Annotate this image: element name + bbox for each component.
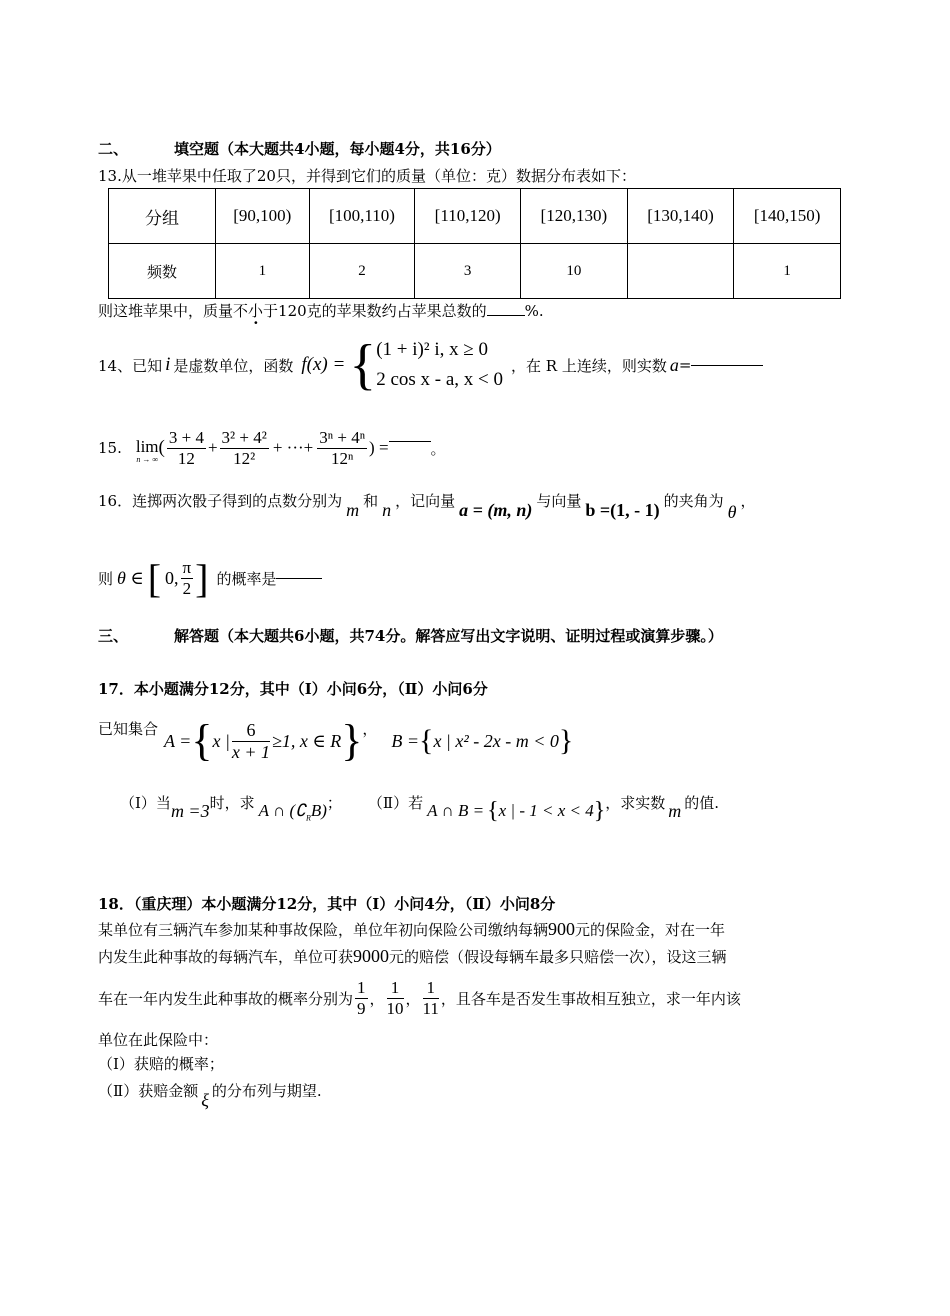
table-row <box>109 189 841 244</box>
q17-part2-expr: A ∩ B = <box>427 801 485 820</box>
table-cell: [90,100) <box>216 189 310 244</box>
q18-compensation: 9000 <box>353 946 390 966</box>
lim-label: lim <box>135 436 159 456</box>
prob-sep: ， <box>405 989 421 1008</box>
prob-1-num: 1 <box>357 977 366 997</box>
interval-close: ] <box>195 555 209 601</box>
q17-part2-m: m <box>668 801 682 821</box>
table-cell: 1 <box>734 244 841 299</box>
vector-b <box>585 500 659 520</box>
q14-fx: f(x) = <box>301 354 346 375</box>
q18-title: 18．（重庆理）本小题满分12分，其中（Ⅰ）小问4分，（Ⅱ）小问8分 <box>98 895 556 913</box>
q17-part1-end: ； <box>326 794 342 812</box>
prob-sep: ， <box>369 989 385 1008</box>
table-cell: [110,120) <box>415 189 521 244</box>
q17-title: 17．本小题满分12分，其中（Ⅰ）小问6分，（Ⅱ）小问6分 <box>98 680 488 698</box>
prob-2-num: 1 <box>387 978 404 999</box>
q16-and: 和 <box>363 492 379 510</box>
answer-blank <box>691 365 763 366</box>
section-2-title: 填空题（本大题共4小题，每小题4分，共16分） <box>174 140 501 158</box>
fraction-3 <box>317 428 367 468</box>
q18-item-2 <box>98 1080 322 1110</box>
q17-part1-expr-a: A ∩ (∁ <box>258 801 306 820</box>
q15 <box>98 420 446 476</box>
piecewise-brace: { <box>349 334 377 396</box>
pi-over-two <box>181 558 194 598</box>
q18-i2-a: （Ⅱ）获赔金额 <box>98 1082 199 1100</box>
prob-3-num: 1 <box>423 978 439 999</box>
q17-part1-cond: m =3 <box>170 801 210 821</box>
q18-line-4: 单位在此保险中： <box>98 1031 219 1049</box>
q17-sets <box>98 708 573 774</box>
q18-l3-a: 车在一年内发生此种事故的概率分别为 <box>98 989 354 1008</box>
section-2-heading <box>98 138 501 159</box>
case-2: 2 cos x - a, x < 0 <box>376 369 504 390</box>
answer-blank <box>276 578 322 579</box>
vector-a-text: a = (m, n) <box>459 500 533 520</box>
prob-fraction-1 <box>355 978 368 1018</box>
set-a-fraction <box>232 720 270 762</box>
section-3-heading <box>98 625 723 646</box>
q17-part1-sub: R <box>305 813 311 823</box>
q17-part2-label: （Ⅱ）若 <box>367 794 424 812</box>
set-a-brace-open: { <box>191 716 213 765</box>
q17-part1-label: （Ⅰ）当 <box>120 794 171 812</box>
q13-intro: 13.从一堆苹果中任取了20只，并得到它们的质量（单位：克）数据分布表如下： <box>98 167 636 185</box>
set-b-brace-open: { <box>419 724 434 757</box>
prob-fraction-2 <box>387 978 404 1018</box>
q16-theta-in: θ ∈ <box>117 567 144 588</box>
table-row <box>109 244 841 299</box>
q15-tail: ) = <box>369 438 389 457</box>
q18-l1-a: 某单位有三辆汽车参加某种事故保险，单位年初向保险公司缴纳每辆 <box>98 921 549 939</box>
q17-set-pre: 已知集合 <box>98 720 159 738</box>
q17-part2-mid: ，求实数 <box>605 794 666 812</box>
fraction-1-den: 12 <box>177 448 195 468</box>
piecewise-cases <box>376 335 503 395</box>
q18-xi: ξ <box>201 1090 209 1110</box>
fraction-2-num: 3² + 4² <box>221 427 267 447</box>
set-a-right: ≥1, x ∈ R <box>272 730 342 751</box>
prob-3-den: 11 <box>422 998 439 1018</box>
lim-sub: n → ∞ <box>136 454 159 464</box>
q18-premium: 900 <box>548 919 576 939</box>
q17-part2-brace-close: } <box>593 798 606 824</box>
table-header-group: 分组 <box>109 189 216 244</box>
q16-n: n <box>382 500 392 520</box>
q15-number: 15. <box>98 439 122 457</box>
q18-l2-b: 元的赔偿（假设每辆车最多只赔偿一次），设这三辆 <box>389 948 727 966</box>
q18-l3-b: ，且各车是否发生事故相互独立，求一年内该 <box>440 989 741 1008</box>
fraction-1-num: 3 + 4 <box>168 427 204 447</box>
prob-1-den: 9 <box>357 998 366 1018</box>
section-2-number: 二、 <box>98 140 129 158</box>
q16-mid1: ，记向量 <box>395 492 456 510</box>
prob-fraction-3 <box>423 978 439 1018</box>
q14-post: ，在 R 上连续，则实数 <box>511 356 667 375</box>
table-header-count: 频数 <box>109 244 216 299</box>
q16-line2-post: 的概率是 <box>216 569 277 588</box>
pi-num: π <box>182 557 192 577</box>
q13-question <box>98 300 544 321</box>
q16-line-2 <box>98 548 322 608</box>
q16-line-1 <box>98 490 756 522</box>
ellipsis: + ···+ <box>272 438 314 457</box>
table-cell: [140,150) <box>734 189 841 244</box>
interval-start: 0, <box>165 567 179 588</box>
q17-parts <box>120 788 720 824</box>
q14 <box>98 334 763 396</box>
q18-l1-b: 元的保险金，对在一年 <box>575 921 726 939</box>
fraction-3-num: 3ⁿ + 4ⁿ <box>319 427 366 447</box>
vector-b-text: b =(1, - 1) <box>585 500 660 520</box>
q13-text-b: 120克的苹果数约占苹果总数的 <box>278 302 487 320</box>
section-3-number: 三、 <box>98 627 129 645</box>
q17-part2-end: 的值. <box>684 794 720 812</box>
set-b-body: x | x² - 2x - m < 0 <box>433 730 559 751</box>
answer-blank <box>487 315 525 316</box>
q14-mid: 是虚数单位，函数 <box>173 356 294 375</box>
set-a-frac-num: 6 <box>232 720 270 742</box>
q16-line2-pre: 则 <box>98 569 114 588</box>
table-cell: 1 <box>216 244 310 299</box>
case-1: (1 + i)² i, x ≥ 0 <box>376 339 489 360</box>
plus-sign: + <box>207 438 218 457</box>
q13-emphasis: 不小于 <box>233 302 279 320</box>
lim-open-paren: ( <box>158 437 165 458</box>
section-3-title: 解答题（本大题共6小题，共74分。解答应写出文字说明、证明过程或演算步骤。） <box>174 627 723 645</box>
q15-end: 。 <box>430 439 446 458</box>
q14-pre: 14、已知 <box>98 356 163 375</box>
q17-part1-mid: 时，求 <box>209 794 255 812</box>
frequency-table <box>108 188 841 299</box>
answer-blank <box>389 441 431 442</box>
pi-den: 2 <box>182 578 192 598</box>
q18-item-1: （Ⅰ）获赔的概率； <box>98 1055 224 1073</box>
q18-i2-b: 的分布列与期望. <box>211 1082 322 1100</box>
q18-line-1 <box>98 919 725 940</box>
q14-eq: = <box>678 356 692 374</box>
q18-l2-a: 内发生此种事故的每辆汽车，单位可获 <box>98 948 354 966</box>
table-cell: 2 <box>309 244 415 299</box>
table-cell: [100,110) <box>309 189 415 244</box>
q17-part1-expr <box>258 801 327 823</box>
table-cell: [120,130) <box>521 189 628 244</box>
fraction-2 <box>220 428 269 468</box>
q17-part2-brace-open: { <box>487 798 499 824</box>
set-a-left: A = <box>164 730 192 751</box>
q16-m: m <box>346 500 360 520</box>
set-a-frac-den: x + 1 <box>231 741 271 762</box>
q17-part2-set: x | - 1 < x < 4 <box>498 801 594 820</box>
limit-operator <box>136 438 159 465</box>
table-cell <box>627 244 734 299</box>
set-a-brace-close: } <box>341 716 363 765</box>
q14-i: i <box>165 354 171 375</box>
table-cell: 3 <box>415 244 521 299</box>
q16-comma: ， <box>740 492 756 510</box>
q13-text-c: %. <box>524 302 544 320</box>
q16-mid3: 的夹角为 <box>663 492 724 510</box>
set-b-brace-close: } <box>558 724 574 757</box>
q14-a: a <box>669 354 679 375</box>
table-cell: 10 <box>521 244 628 299</box>
prob-2-den: 10 <box>386 998 404 1018</box>
interval-open: [ <box>147 555 162 601</box>
table-cell: [130,140) <box>627 189 734 244</box>
fraction-1 <box>167 428 206 468</box>
q17-comma: ， <box>362 720 378 738</box>
q18-line-2 <box>98 946 727 967</box>
fraction-2-den: 12² <box>233 448 256 468</box>
vector-a <box>459 500 532 520</box>
q17-part1-expr-b: B) <box>310 801 327 820</box>
q13-text-a: 则这堆苹果中，质量 <box>98 302 234 320</box>
q18-line-3 <box>98 972 741 1024</box>
q16-pre: 16．连掷两次骰子得到的点数分别为 <box>98 492 343 510</box>
set-b-left: B = <box>391 730 420 751</box>
set-a-x: x | <box>212 730 230 751</box>
q16-theta: θ <box>727 502 737 522</box>
fraction-3-den: 12ⁿ <box>330 448 354 468</box>
q16-mid2: 与向量 <box>536 492 582 510</box>
